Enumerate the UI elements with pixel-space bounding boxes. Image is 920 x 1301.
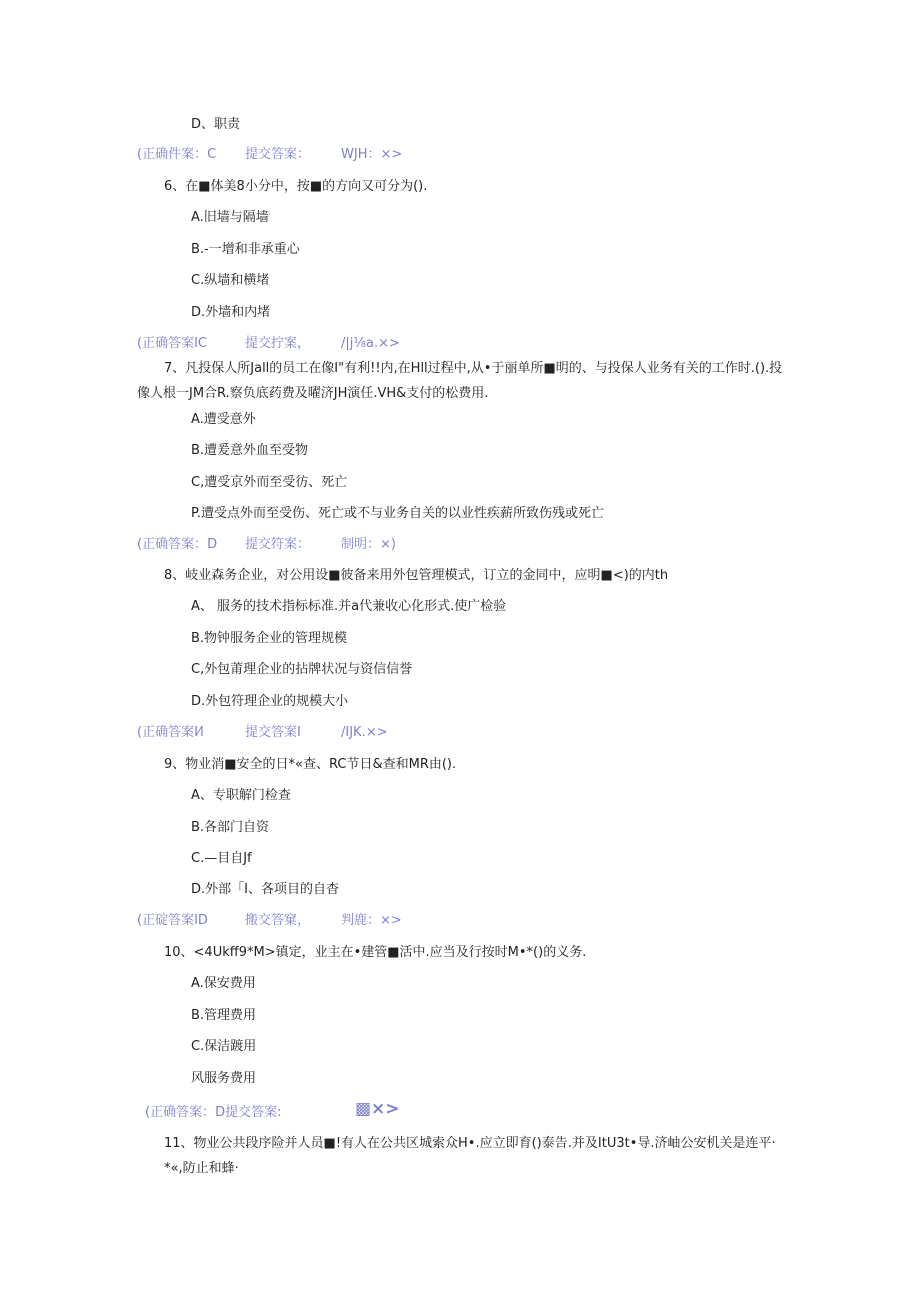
option-c: C.—目自Jf (191, 851, 252, 866)
question-stem-continued: *«,防止和蜂· (164, 1161, 239, 1176)
option-b: B.-一增和非承重心 (191, 242, 300, 257)
option-d: D.外包符理企业的规模大小 (191, 694, 349, 709)
option-c: C.纵墙和横堵 (191, 273, 270, 288)
judgement: 判鹿：×> (341, 913, 402, 928)
correct-answer: (正确答案IC (137, 336, 207, 351)
option-d: D.外墙和内堵 (191, 305, 271, 320)
option-a: A.遭受意外 (191, 412, 256, 427)
option-b: B.各部门自资 (191, 820, 270, 835)
option-a: A、专职解门检查 (191, 788, 291, 803)
option-a: A.保安费用 (191, 976, 256, 991)
option-b: B.遭爰意外血至受物 (191, 443, 309, 458)
option-d: D.外部「I、各项目的自杳 (191, 882, 339, 897)
judgement: /IJK.×> (341, 725, 388, 740)
submitted-answer: 提交符案： (245, 537, 311, 552)
judgement: WJH：×> (341, 147, 403, 162)
submitted-answer: 搬交答窠， (245, 913, 311, 928)
option-a: A.旧墙与隔墙 (191, 210, 269, 225)
option-d: 风服务费用 (191, 1071, 257, 1086)
question-stem-continued: 像人根一JM合R.察负底药费及曜济JH演任.VH&支付的松费用. (137, 386, 489, 401)
option-b: B.物钟服务企业的管理规模 (191, 631, 348, 646)
option-c: C.保洁踱用 (191, 1039, 257, 1054)
correct-answer: (正确件案：C (137, 147, 217, 162)
option-d: P.遭受点外而至受伤、死亡或不与业务自关的以业性疾薪所致伤残或死亡 (191, 506, 604, 521)
question-stem: 9、物业消■安全的日*«查、RC节日&查和MR由(). (164, 757, 457, 772)
question-stem: 11、物业公共段序险并人员■!有人在公共区城索众H•.应立即育()泰告.并及ItU3t•导.济岫公安机关是连平· (164, 1136, 776, 1151)
correct-answer: (正确答案：D (137, 537, 218, 552)
question-stem: 6、在■体美8小分中，按■的方向又可分为(). (164, 179, 428, 194)
correct-answer: (正确答案I⁄l (137, 725, 204, 740)
option-c: C,外包莆理企业的拈牌状况与资信信誉 (191, 662, 413, 677)
submitted-answer: 提交拧案， (245, 336, 311, 351)
judgement: ▩×> (355, 1099, 400, 1119)
option-d: D、职责 (191, 117, 241, 132)
submitted-answer: 提交答案： (245, 147, 311, 162)
correct-answer: (正确答案：D提交答案: (145, 1105, 282, 1120)
question-stem: 10、<4Ukff9*M>镇定，业主在•建管■活中.应当及行按时M•*()的义务. (164, 945, 587, 960)
answer-line (145, 1099, 445, 1123)
option-b: B.管理费用 (191, 1008, 257, 1023)
question-stem: 7、凡投保人所Jall的员工在像I"有利!!内,在Hll过程中,从•于丽单所■明的、与投保人业务有关的工作时.().投 (164, 361, 783, 376)
option-a: A、 服务的技术指标标准.并a代兼收心化形式.使广检验 (191, 599, 507, 614)
submitted-answer: 提交答案I (245, 725, 301, 740)
option-c: C,遭受京外而至受彷、死亡 (191, 475, 348, 490)
judgement: /|j⅛a.×> (341, 336, 400, 351)
correct-answer: (正碇答案ID (137, 913, 208, 928)
judgement: 制明：×) (341, 537, 396, 552)
question-stem: 8、岐业森务企业，对公用设■彼备来用外包管理模式，订立的金同中，应明■<)的内th (164, 568, 669, 583)
